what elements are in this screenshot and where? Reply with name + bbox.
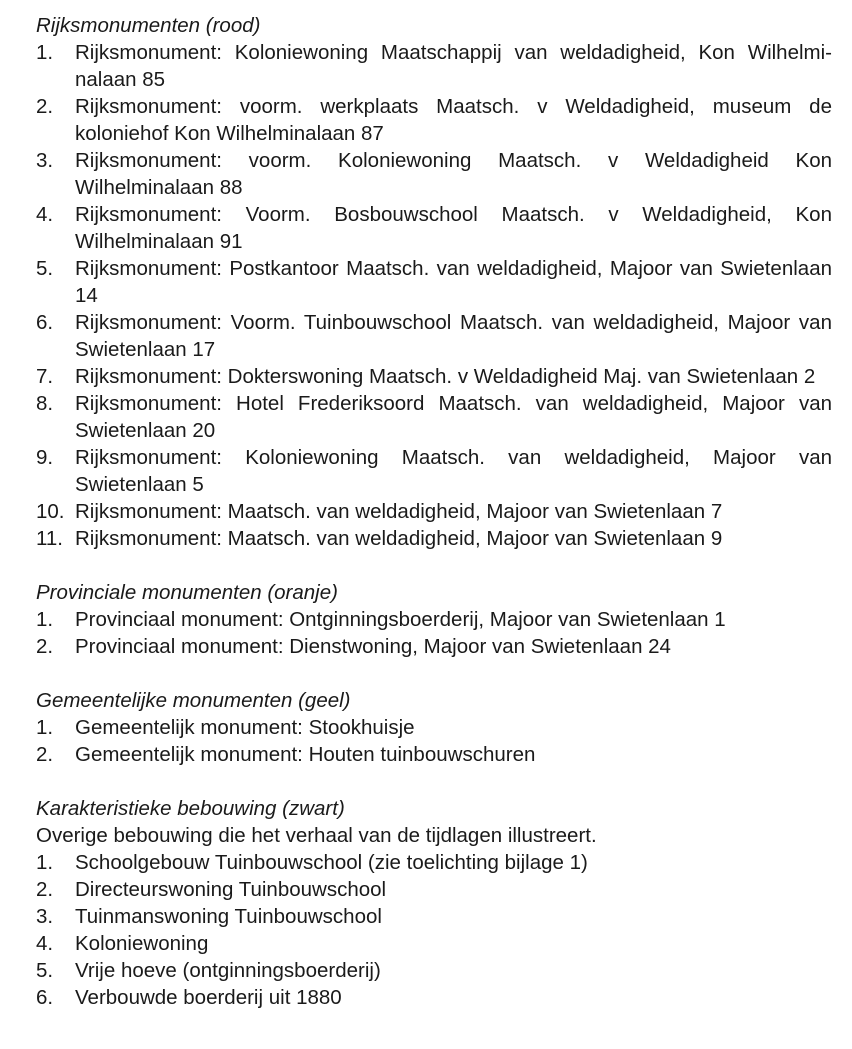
item-number: 11. [36,527,63,550]
list-item [36,876,832,903]
section-title: Karakteristieke bebouwing (zwart) [36,797,345,820]
list-item [36,147,832,201]
item-number: 2. [36,95,54,118]
list-item [36,903,832,930]
item-text: Provinciaal monument: Ontginningsboerderij, Majoor van Swietenlaan 1 [75,608,726,631]
list-item [36,741,832,768]
list-item [36,849,832,876]
list-item [36,93,832,147]
item-number: 6. [36,311,54,334]
item-text: Koloniewoning [75,932,209,955]
section-karakteristieke-bebouwing [36,795,832,1011]
section-title: Rijksmonumenten (rood) [36,14,261,37]
item-text: Rijksmonument: Voorm. Tuinbouwschool Maatsch. van weldadigheid, Majoor van Swietenlaan 17 [75,311,832,361]
section-intro: Overige bebouwing die het verhaal van de tijdlagen illustreert. [36,824,597,847]
item-number: 6. [36,986,54,1009]
item-number: 1. [36,716,54,739]
list-item [36,444,832,498]
item-number: 5. [36,257,54,280]
section-gemeentelijke-monumenten [36,687,832,768]
item-number: 7. [36,365,54,388]
item-text: Provinciaal monument: Dienstwoning, Majoor van Swietenlaan 24 [75,635,671,658]
list-item [36,39,832,93]
list-item [36,309,832,363]
list-item [36,201,832,255]
list-item [36,633,832,660]
section-provinciale-monumenten [36,579,832,660]
item-number: 10. [36,500,65,523]
list-item [36,363,832,390]
item-text: Rijksmonument: voorm. Koloniewoning Maatsch. v Weldadigheid Kon Wilhelminalaan 88 [75,149,832,199]
item-text: Rijksmonument: voorm. werkplaats Maatsch. v Weldadigheid, museum de koloniehof Kon Wilhelminalaan 87 [75,95,832,145]
item-text: Rijksmonument: Maatsch. van weldadigheid, Majoor van Swietenlaan 7 [75,500,723,523]
item-number: 4. [36,203,54,226]
karakteristieke-bebouwing-list [36,849,832,1011]
list-item [36,498,832,525]
item-text: Tuinmanswoning Tuinbouwschool [75,905,382,928]
rijksmonumenten-list [36,39,832,552]
item-number: 8. [36,392,54,415]
item-text: Gemeentelijk monument: Stookhuisje [75,716,415,739]
item-number: 9. [36,446,54,469]
item-number: 1. [36,851,54,874]
list-item [36,390,832,444]
item-text: Rijksmonument: Voorm. Bosbouwschool Maatsch. v Weldadigheid, Kon Wilhelminalaan 91 [75,203,832,253]
list-item [36,606,832,633]
list-item [36,714,832,741]
item-number: 3. [36,905,54,928]
item-text: Verbouwde boerderij uit 1880 [75,986,342,1009]
item-text: Gemeentelijk monument: Houten tuinbouwschuren [75,743,536,766]
item-text: Schoolgebouw Tuinbouwschool (zie toelichting bijlage 1) [75,851,588,874]
item-number: 3. [36,149,54,172]
item-number: 1. [36,608,54,631]
list-item [36,957,832,984]
item-text: Rijksmonument: Koloniewoning Maatschappij van weldadigheid, Kon Wilhelminalaan 85 [75,41,832,91]
section-title: Provinciale monumenten (oranje) [36,581,338,604]
item-number: 5. [36,959,54,982]
item-number: 2. [36,878,54,901]
item-text: Rijksmonument: Dokterswoning Maatsch. v Weldadigheid Maj. van Swietenlaan 2 [75,365,816,388]
item-text: Directeurswoning Tuinbouwschool [75,878,387,901]
item-text: Vrije hoeve (ontginningsboerderij) [75,959,381,982]
item-text: Rijksmonument: Koloniewoning Maatsch. van weldadigheid, Majoor van Swietenlaan 5 [75,446,832,496]
list-item [36,984,832,1011]
item-number: 2. [36,635,54,658]
gemeentelijke-monumenten-list [36,714,832,768]
provinciale-monumenten-list [36,606,832,660]
item-number: 2. [36,743,54,766]
list-item [36,255,832,309]
item-text: Rijksmonument: Maatsch. van weldadigheid, Majoor van Swietenlaan 9 [75,527,723,550]
section-title: Gemeentelijke monumenten (geel) [36,689,351,712]
list-item [36,930,832,957]
document-page [36,12,832,1038]
item-number: 1. [36,41,54,64]
item-number: 4. [36,932,54,955]
section-rijksmonumenten [36,12,832,552]
item-text: Rijksmonument: Postkantoor Maatsch. van weldadigheid, Majoor van Swietenlaan 14 [75,257,832,307]
list-item [36,525,832,552]
item-text: Rijksmonument: Hotel Frederiksoord Maatsch. van weldadigheid, Majoor van Swietenlaan 20 [75,392,832,442]
